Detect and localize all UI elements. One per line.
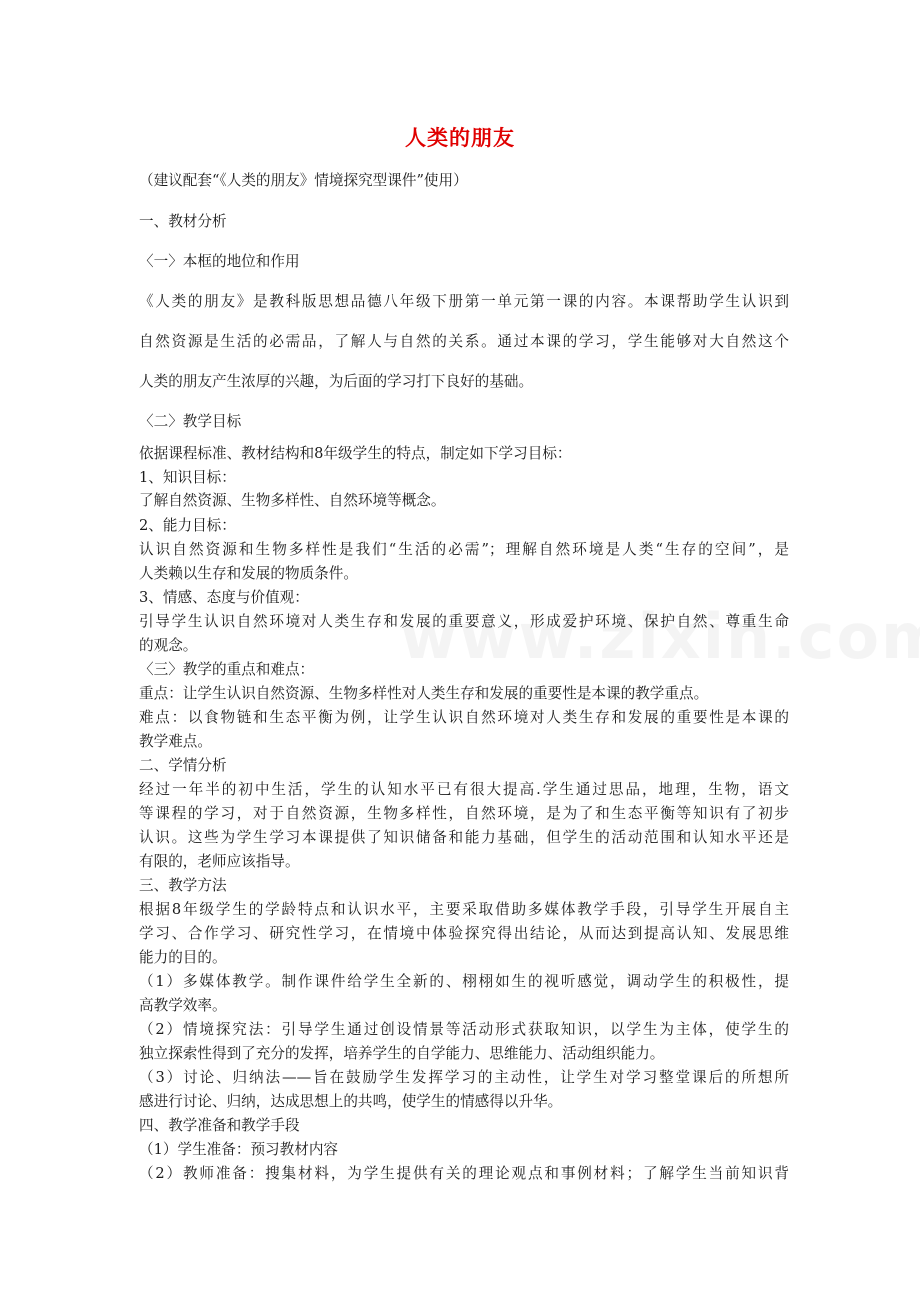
text-line: 四、教学准备和教学手段 (139, 1117, 300, 1134)
text-line: 自然资源是生活的必需品，了解人与自然的关系。通过本课的学习，学生能够对大自然这个 (139, 333, 789, 350)
text-line: 〈三〉教学的重点和难点： (139, 661, 315, 678)
text-line: （1）学生准备：预习教材内容 (139, 1141, 339, 1158)
text-line: 二、学情分析 (139, 757, 227, 774)
text-line: 经过一年半的初中生活，学生的认知水平已有很大提高.学生通过思品，地理，生物，语文 (139, 781, 789, 798)
text-line: 引导学生认识自然环境对人类生存和发展的重要意义，形成爱护环境、保护自然、尊重生命 (139, 613, 789, 630)
text-line: 1、知识目标： (139, 469, 236, 486)
text-line: 根据8年级学生的学龄特点和认识水平，主要采取借助多媒体教学手段，引导学生开展自主 (139, 901, 789, 918)
text-line: 感进行讨论、归纳，达成思想上的共鸣，使学生的情感得以升华。 (139, 1093, 563, 1110)
text-line: 独立探索性得到了充分的发挥，培养学生的自学能力、思维能力、活动组织能力。 (139, 1045, 665, 1062)
text-line: 有限的，老师应该指导。 (139, 853, 300, 870)
text-line: 等课程的学习，对于自然资源，生物多样性，自然环境，是为了和生态平衡等知识有了初步 (139, 805, 789, 822)
text-line: 学习、合作学习、研究性学习，在情境中体验探究得出结论，从而达到提高认知、发展思维 (139, 925, 789, 942)
document-title: 人类的朋友 (405, 126, 515, 150)
text-line: 了解自然资源、生物多样性、自然环境等概念。 (139, 492, 446, 509)
text-line: 认识自然资源和生物多样性是我们“生活的必需”；理解自然环境是人类“生存的空间”，是 (139, 541, 789, 558)
text-line: 3、情感、态度与价值观： (139, 589, 309, 606)
text-line: 认识。这些为学生学习本课提供了知识储备和能力基础，但学生的活动范围和认知水平还是 (139, 829, 789, 846)
text-line: 高教学效率。 (139, 997, 227, 1014)
text-line: 依据课程标准、教材结构和8年级学生的特点，制定如下学习目标： (139, 445, 572, 462)
text-line: 难点：以食物链和生态平衡为例，让学生认识自然环境对人类生存和发展的重要性是本课的 (139, 709, 789, 726)
text-line: 〈一〉本框的地位和作用 (139, 253, 300, 270)
text-line: 三、教学方法 (139, 877, 227, 894)
text-line: 能力的目的。 (139, 949, 227, 966)
text-line: （2）教师准备：搜集材料，为学生提供有关的理论观点和事例材料；了解学生当前知识背 (139, 1165, 789, 1182)
text-line: （1）多媒体教学。制作课件给学生全新的、栩栩如生的视听感觉，调动学生的积极性，提 (139, 973, 789, 990)
text-line: 教学难点。 (139, 733, 212, 750)
text-line: 重点：让学生认识自然资源、生物多样性对人类生存和发展的重要性是本课的教学重点。 (139, 685, 709, 702)
text-line: 《人类的朋友》是教科版思想品德八年级下册第一单元第一课的内容。本课帮助学生认识到 (139, 293, 789, 310)
text-line: 〈二〉教学目标 (139, 413, 242, 430)
text-line: 一、教材分析 (139, 213, 227, 230)
text-line: （3）讨论、归纳法——旨在鼓励学生发挥学习的主动性，让学生对学习整堂课后的所想所 (139, 1069, 789, 1086)
text-line: （建议配套“《人类的朋友》情境探究型课件”使用） (139, 172, 468, 189)
text-line: 2、能力目标： (139, 517, 236, 534)
text-line: 人类赖以生存和发展的物质条件。 (139, 565, 358, 582)
text-line: （2）情境探究法：引导学生通过创设情景等活动形式获取知识，以学生为主体，使学生的 (139, 1021, 789, 1038)
text-line: 人类的朋友产生浓厚的兴趣，为后面的学习打下良好的基础。 (139, 373, 534, 390)
text-line: 的观念。 (139, 637, 198, 654)
